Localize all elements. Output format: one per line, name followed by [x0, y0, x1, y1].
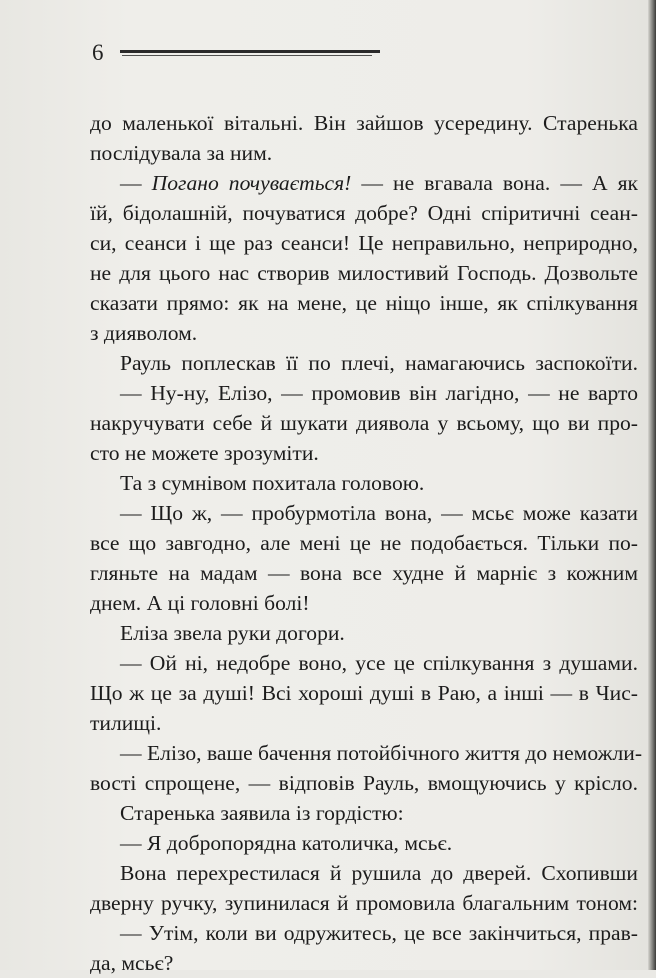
text-line: Старенька заявила із гордістю: — [120, 801, 404, 825]
text-line: си, сеанси і ще раз сеанси! Це неправильно, неприродно, — [90, 231, 638, 255]
italic-phrase: Погано почувається! — [151, 171, 352, 195]
text-line: тилищі. — [90, 711, 162, 735]
text-line: Та з сумнівом похитала головою. — [120, 471, 425, 495]
text-line: до маленької вітальні. Він зайшов усередину. Старенька — [90, 111, 638, 135]
text-line: дверну ручку, зупинилася й промовила благальним тоном: — [90, 891, 638, 915]
text-line: Еліза звела руки догори. — [120, 621, 345, 645]
page-number: 6 — [92, 40, 104, 65]
text-line: гляньте на мадам — вона все худне й марніє з кожним — [90, 561, 638, 585]
text-line: — Ой ні, недобре воно, усе це спілкування з душами. — [120, 651, 638, 675]
body-text — [90, 108, 643, 978]
text-line: Рауль поплескав її по плечі, намагаючись заспокоїти. — [120, 351, 638, 375]
page-edge-shadow — [648, 0, 656, 970]
text-line: з дияволом. — [90, 321, 198, 345]
text-line: — Я добропорядна католичка, мсьє. — [120, 831, 453, 855]
header-rule-thick — [120, 50, 380, 53]
text-line: да, мсьє? — [90, 951, 174, 975]
text-line: послідувала за ним. — [90, 141, 273, 165]
text-line: — Що ж, — пробурмотіла вона, — мсьє може казати — [120, 501, 638, 525]
text-line-prefix: — — [120, 171, 152, 195]
text-line: Що ж це за душі! Всі хороші душі в Раю, а інші — в Чис- — [90, 681, 638, 705]
text-line: все що завгодно, але мені це не подобається. Тільки по- — [90, 531, 638, 555]
text-line — [90, 168, 638, 198]
text-line: днем. А ці головні болі! — [90, 591, 310, 615]
text-line: не для цього нас створив милостивий Господь. Дозвольте — [90, 261, 638, 285]
text-line: Вона перехрестилася й рушила до дверей. Схопивши — [120, 861, 638, 885]
text-line: вості спрощене, — відповів Рауль, вмощуючись у крісло. — [90, 771, 638, 795]
header-rule-thin — [122, 55, 372, 56]
text-line: — Елізо, ваше бачення потойбічного життя до неможли- — [120, 741, 643, 765]
text-line: — Ну-ну, Елізо, — промовив він лагідно, — не варто — [120, 381, 638, 405]
text-line: їй, бідолашній, почуватися добре? Одні спіритичні сеан- — [90, 201, 638, 225]
running-header — [92, 38, 392, 68]
text-line-suffix: — не вгавала вона. — А як — [351, 171, 638, 195]
text-line: сто не можете зрозуміти. — [90, 441, 319, 465]
text-line: сказати прямо: як на мене, це ніщо інше, як спілкування — [90, 291, 638, 315]
text-line: накручувати себе й шукати диявола у всьому, що ви про- — [90, 411, 638, 435]
text-line: — Утім, коли ви одружитесь, це все закінчиться, прав- — [120, 921, 638, 945]
